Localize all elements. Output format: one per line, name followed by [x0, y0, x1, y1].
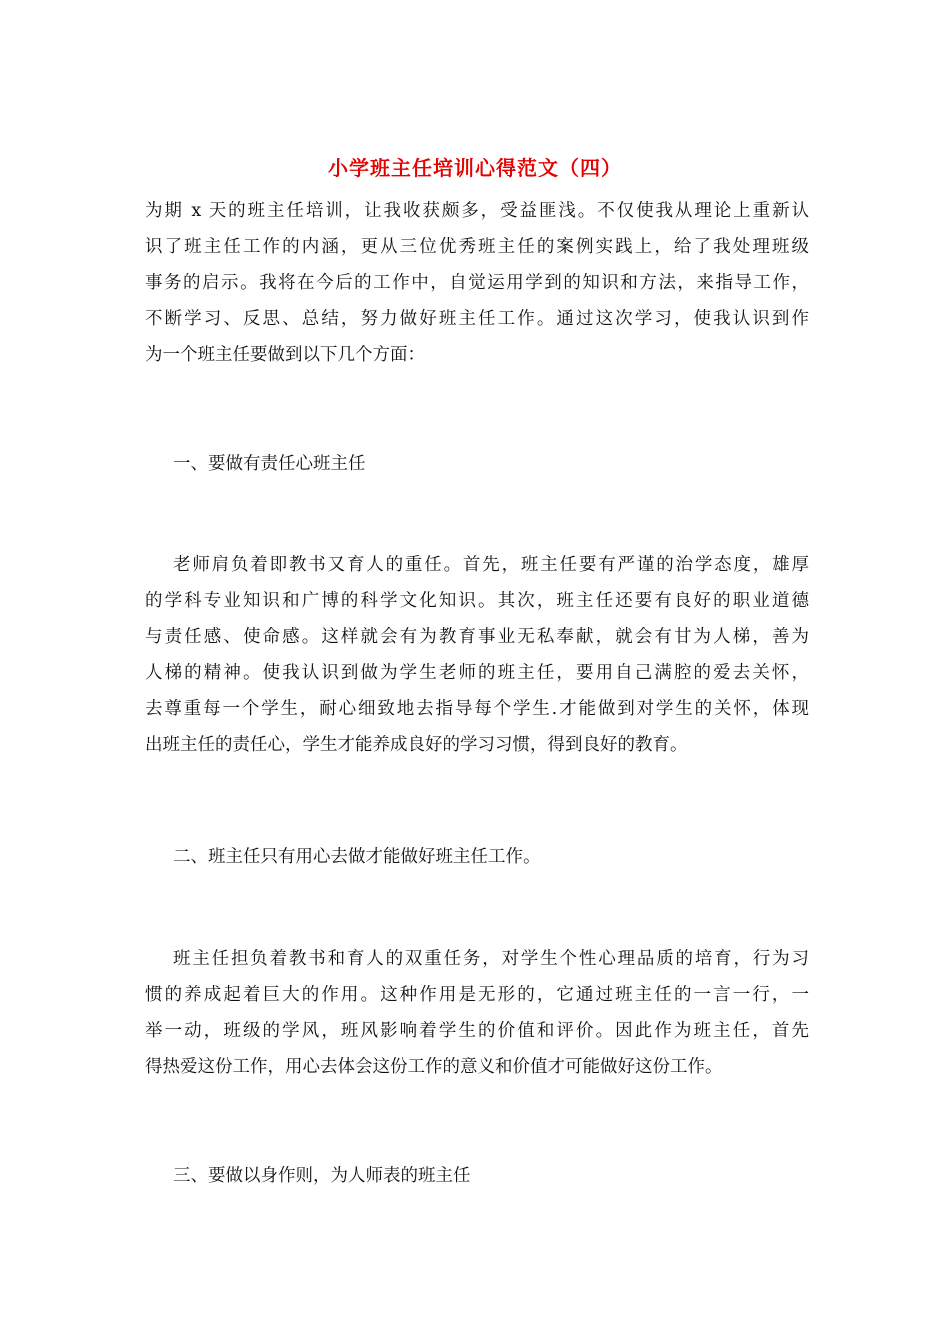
section-heading-3: 三、要做以身作则，为人师表的班主任: [173, 1166, 471, 1186]
paragraph-line: 老师肩负着即教书又育人的重任。首先，班主任要有严谨的治学态度，雄厚: [173, 555, 809, 575]
paragraph-line: 的学科专业知识和广博的科学文化知识。其次，班主任还要有良好的职业道德: [145, 591, 809, 611]
intro-paragraph: [145, 193, 809, 373]
paragraph-line: 惯的养成起着巨大的作用。这种作用是无形的，它通过班主任的一言一行，一: [145, 985, 809, 1005]
paragraph-line: 班主任担负着教书和育人的双重任务，对学生个性心理品质的培育，行为习: [173, 949, 809, 969]
intro-line: 识了班主任工作的内涵，更从三位优秀班主任的案例实践上，给了我处理班级: [145, 237, 809, 257]
document-title: 小学班主任培训心得范文（四）: [328, 156, 622, 180]
paragraph-line: 去尊重每一个学生，耐心细致地去指导每个学生.才能做到对学生的关怀，体现: [145, 699, 809, 719]
section-1-paragraph: [145, 547, 809, 763]
paragraph-line: 得热爱这份工作，用心去体会这份工作的意义和价值才可能做好这份工作。: [145, 1057, 723, 1077]
intro-line: 事务的启示。我将在今后的工作中，自觉运用学到的知识和方法，来指导工作，: [145, 273, 809, 293]
section-heading-2: 二、班主任只有用心去做才能做好班主任工作。: [173, 847, 541, 867]
paragraph-line: 出班主任的责任心，学生才能养成良好的学习习惯，得到良好的教育。: [145, 735, 688, 755]
intro-line: 为期 x 天的班主任培训，让我收获颇多，受益匪浅。不仅使我从理论上重新认: [145, 201, 809, 221]
intro-line: 为一个班主任要做到以下几个方面：: [145, 345, 425, 365]
section-2-paragraph: [145, 941, 809, 1085]
paragraph-line: 人梯的精神。使我认识到做为学生老师的班主任，要用自己满腔的爱去关怀，: [145, 663, 809, 683]
paragraph-line: 举一动，班级的学风，班风影响着学生的价值和评价。因此作为班主任，首先: [145, 1021, 809, 1041]
paragraph-line: 与责任感、使命感。这样就会有为教育事业无私奉献，就会有甘为人梯，善为: [145, 627, 809, 647]
intro-line: 不断学习、反思、总结，努力做好班主任工作。通过这次学习，使我认识到作: [145, 309, 809, 329]
section-heading-1: 一、要做有责任心班主任: [173, 454, 366, 474]
